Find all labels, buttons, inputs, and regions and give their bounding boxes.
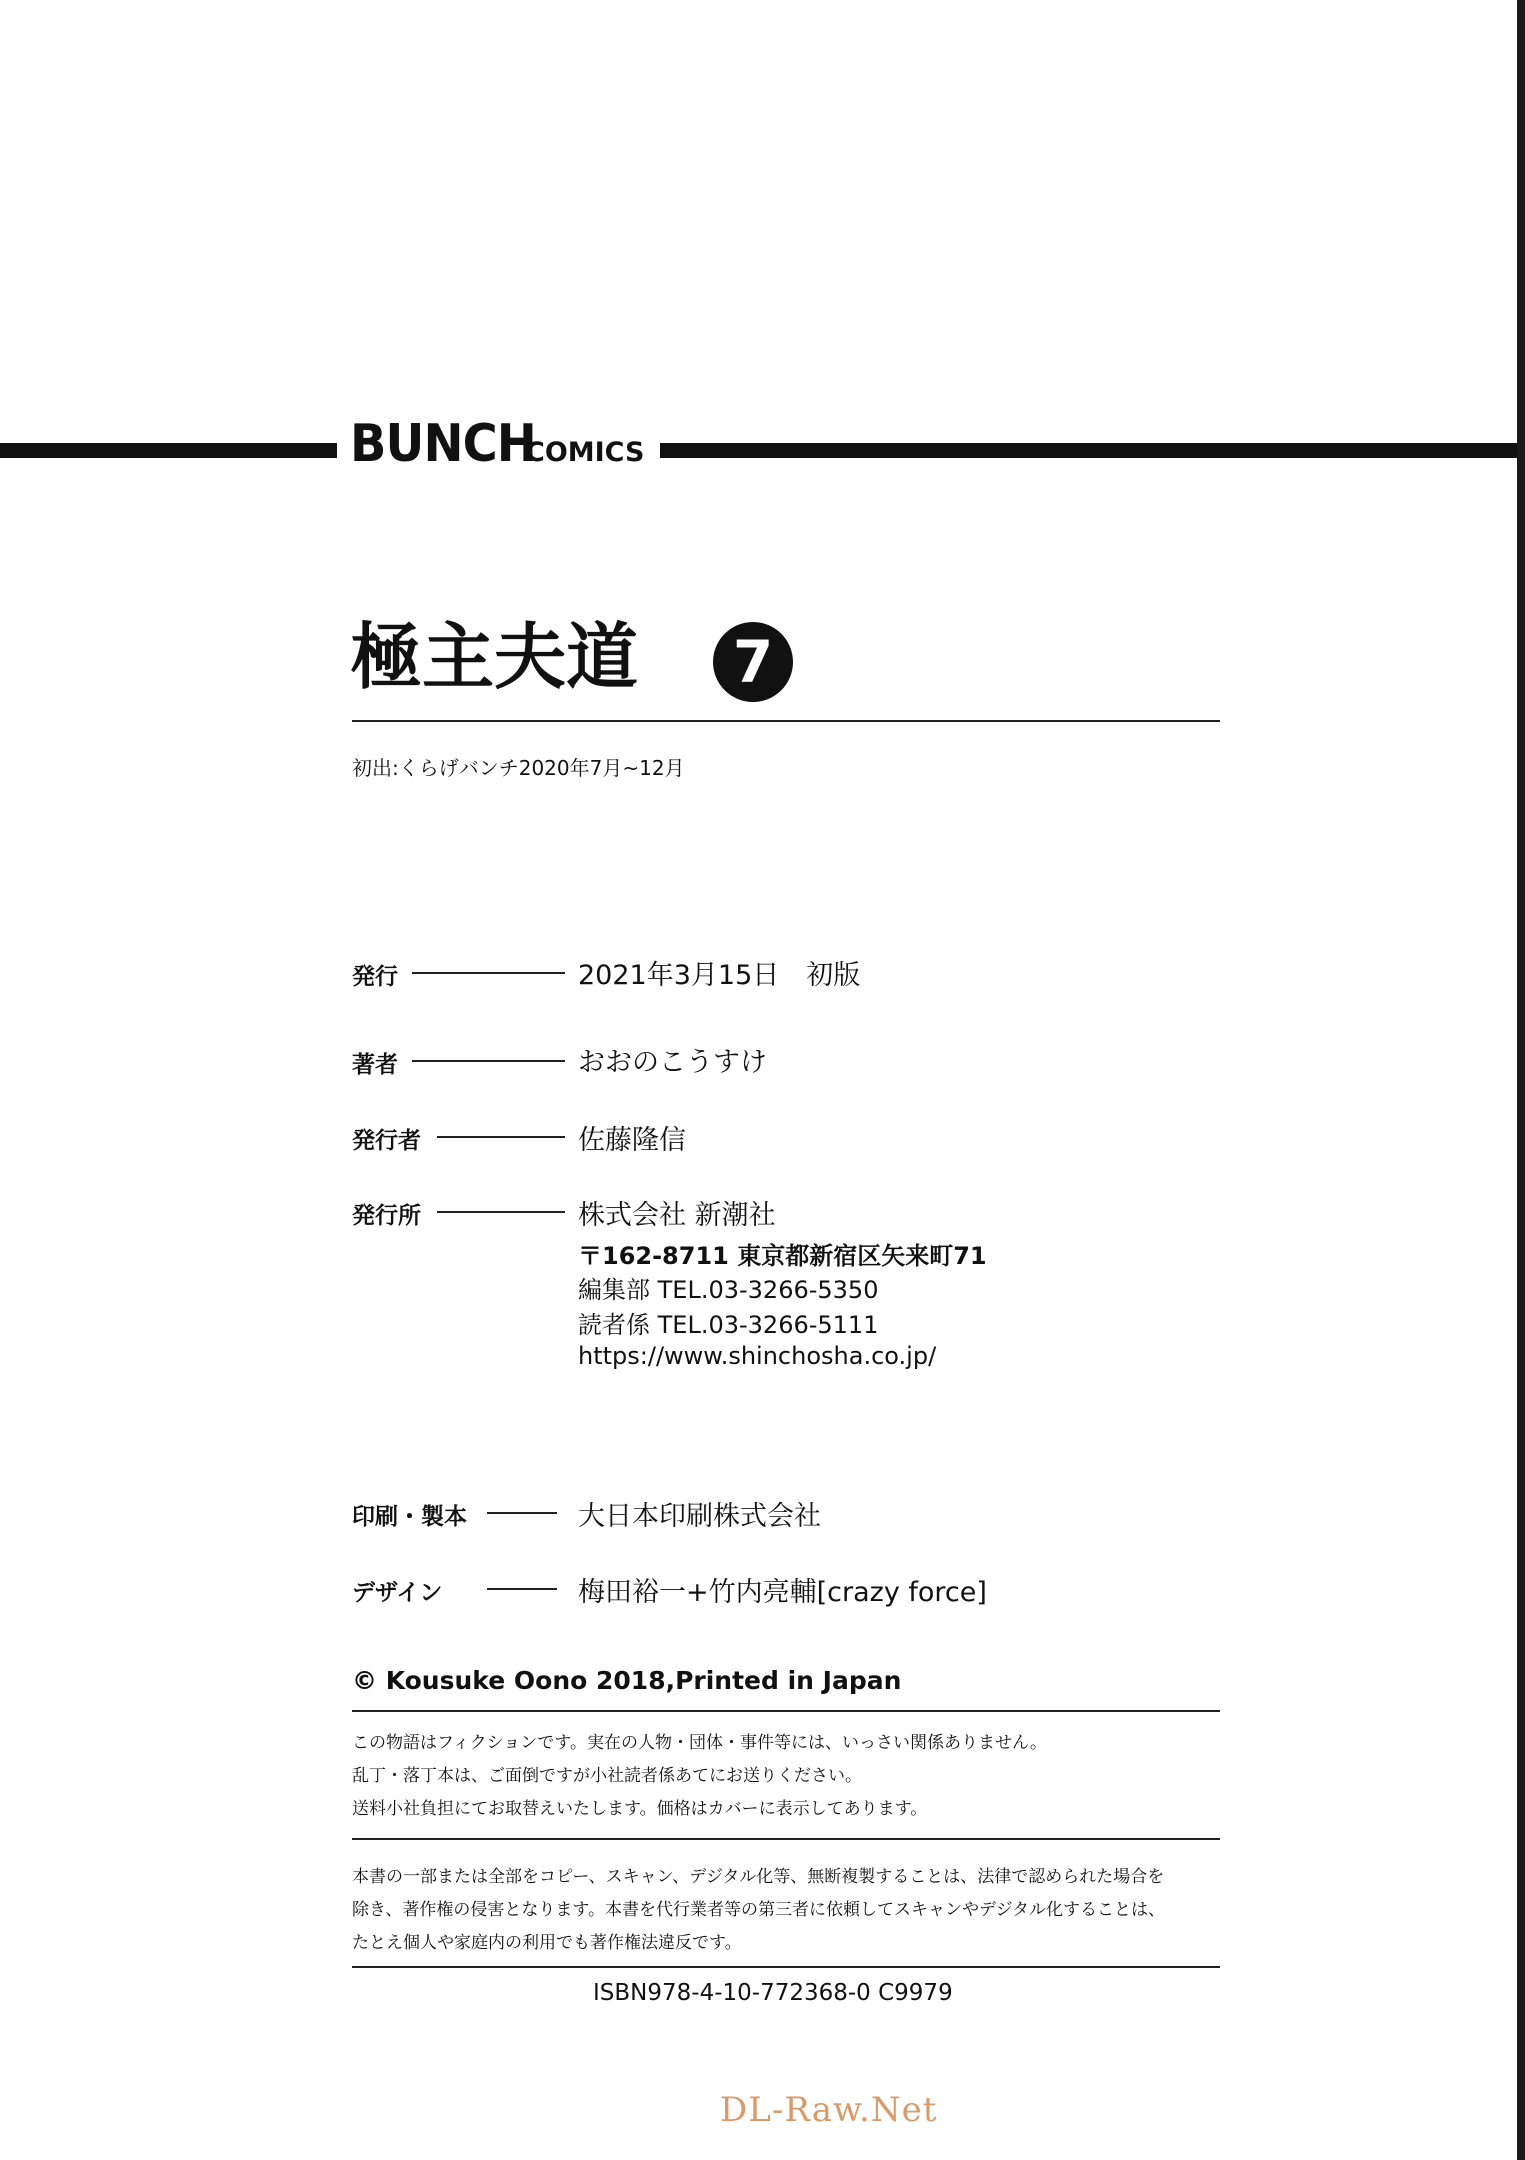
- notice-divider: [352, 1838, 1220, 1840]
- volume-badge: 7: [713, 622, 793, 702]
- credit-leader-printing: [487, 1512, 557, 1514]
- credit-value-printing: 大日本印刷株式会社: [578, 1501, 821, 1532]
- credit-value-publishing-house: 株式会社 新潮社: [578, 1200, 776, 1231]
- copyright-line: © Kousuke Oono 2018,Printed in Japan: [352, 1666, 902, 1695]
- header-band-right: [660, 443, 1517, 458]
- bunch-comics-logo: [350, 414, 645, 474]
- notice-line: 乱丁・落丁本は、ご面倒ですが小社読者係あてにお送りください。: [352, 1766, 862, 1786]
- credit-leader-publisher: [437, 1136, 565, 1138]
- editorial-phone-text: 編集部 TEL.03-3266-5350: [578, 1276, 879, 1304]
- editorial-phone: [578, 1270, 878, 1305]
- credit-label-publishing-house: 発行所: [352, 1203, 421, 1229]
- book-title: 極主夫道: [350, 615, 639, 699]
- header-band-left: [0, 443, 337, 458]
- legal-divider: [352, 1966, 1220, 1968]
- logo-sub-text: COMICS: [525, 437, 645, 468]
- isbn: ISBN978-4-10-772368-0 C9979: [593, 1980, 953, 2006]
- credit-label-publisher: 発行者: [352, 1128, 421, 1154]
- notice-line: 送料小社負担にてお取替えいたします。価格はカバーに表示してあります。: [352, 1799, 928, 1819]
- credit-label-author: 著者: [352, 1052, 398, 1078]
- title-divider: [352, 720, 1220, 722]
- legal-notice-line: 除き、著作権の侵害となります。本書を代行業者等の第三者に依頼してスキャンやデジタル化することは、: [352, 1900, 1165, 1920]
- publisher-url: https://www.shinchosha.co.jp/: [578, 1342, 937, 1370]
- page-edge-bar: [1517, 0, 1525, 2160]
- publisher-postal-address: 〒162-8711 東京都新宿区矢来町71: [578, 1242, 987, 1270]
- legal-notice-line: 本書の一部または全部をコピー、スキャン、デジタル化等、無断複製することは、法律で認められた場合を: [352, 1867, 1165, 1887]
- notice-line: この物語はフィクションです。実在の人物・団体・事件等には、いっさい関係ありません。: [352, 1733, 1047, 1753]
- credit-leader-author: [412, 1060, 565, 1062]
- credit-value-publisher: 佐藤隆信: [578, 1125, 686, 1156]
- readers-phone-text: 読者係 TEL.03-3266-5111: [578, 1311, 879, 1339]
- copyright-divider: [352, 1710, 1220, 1712]
- watermark: DL-Raw.Net: [720, 2090, 938, 2130]
- readers-phone: [578, 1305, 878, 1340]
- credit-value-author: おおのこうすけ: [578, 1047, 767, 1078]
- logo-main-text: BUNCH: [350, 414, 536, 474]
- credit-leader-issue: [412, 972, 565, 974]
- legal-notice-line: たとえ個人や家庭内の利用でも著作権法違反です。: [352, 1933, 742, 1953]
- credit-label-design: デザイン: [352, 1580, 443, 1606]
- credit-value-issue: 2021年3月15日 初版: [578, 960, 861, 991]
- credit-label-printing: 印刷・製本: [352, 1504, 467, 1530]
- credit-leader-publishing-house: [437, 1211, 565, 1213]
- credit-value-design: 梅田裕一+竹内亮輔[crazy force]: [578, 1577, 987, 1608]
- credit-leader-design: [487, 1588, 557, 1590]
- first-publication: 初出:くらげバンチ2020年7月~12月: [352, 756, 685, 780]
- credit-label-issue: 発行: [352, 964, 398, 990]
